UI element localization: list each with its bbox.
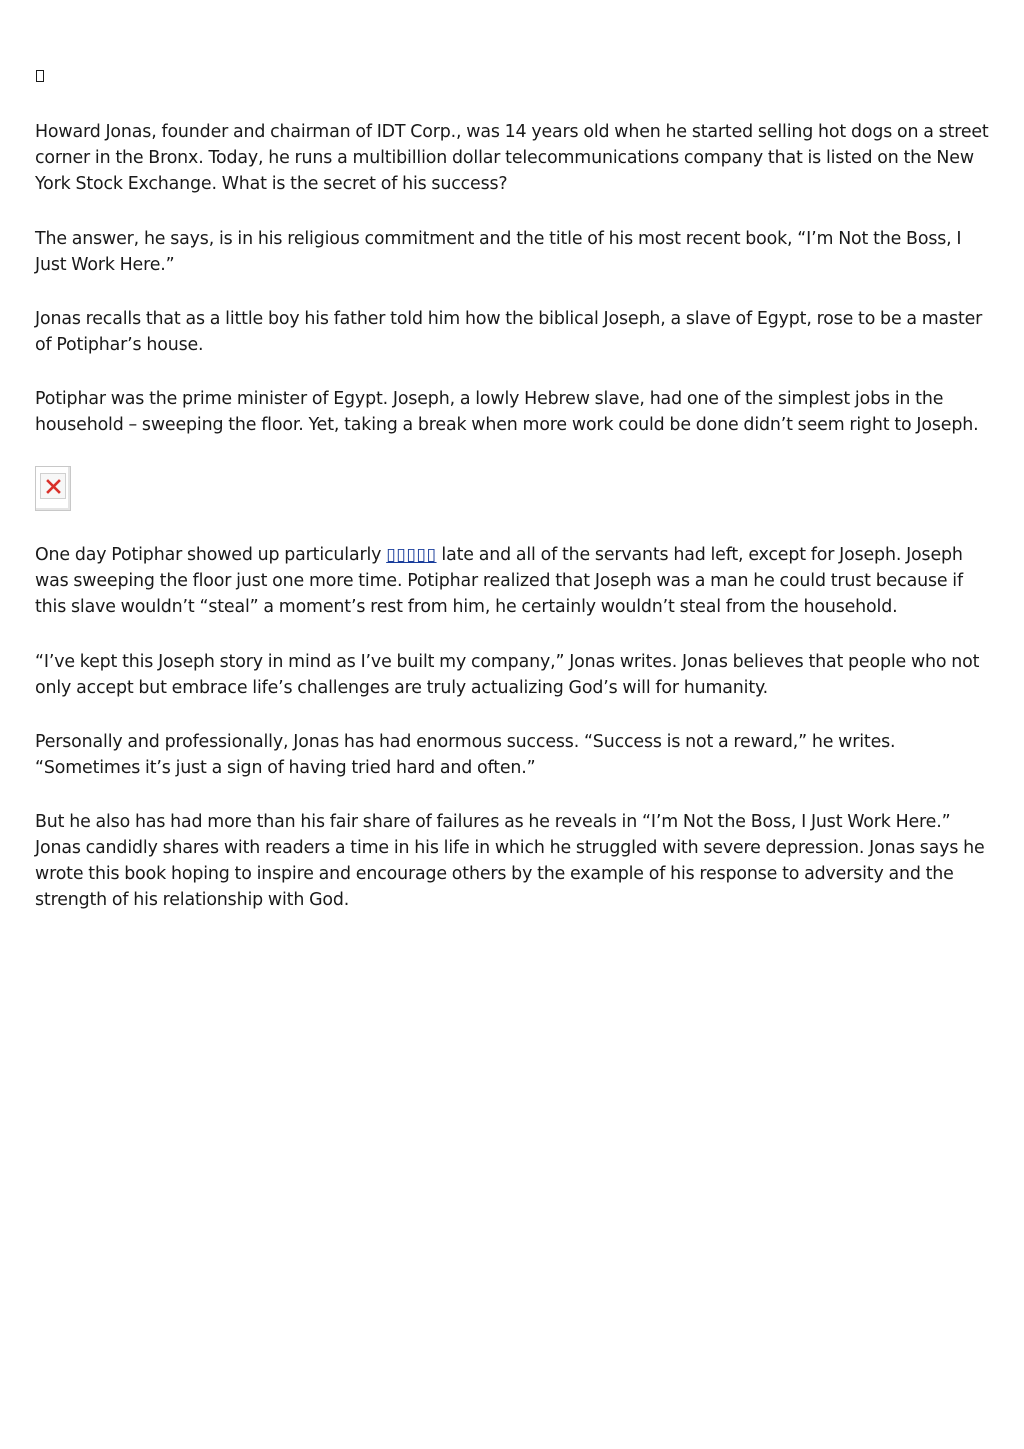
paragraph-failures: But he also has had more than his fair share of failures as he reveals in “I’m Not the Boss, I Just Work Here.” Jonas candidly shares with readers a time in his life in which he struggled with severe depression. Jonas says he wrote this book hoping to inspire and encourage others by the example of his response to adversity and the strength of his relationship with God. [35, 812, 985, 910]
broken-image-icon [35, 466, 71, 511]
paragraph-one-day-end: late and all of the servants had left, except for Joseph. Joseph was sweeping the floor just one more time. Potiphar realized that Joseph was a man he could trust because if this slave wouldn’t “steal” a moment’s rest from him, he certainly wouldn’t steal from the household. [35, 545, 963, 617]
paragraph-intro: Howard Jonas, founder and chairman of IDT Corp., was 14 years old when he started selling hot dogs on a street corner in the Bronx. Today, he runs a multibillion dollar telecommunications company that is listed on the New York Stock Exchange. What is the secret of his success? [35, 122, 989, 194]
paragraph-answer: The answer, he says, is in his religious commitment and the title of his most recent book, “I’m Not the Boss, I Just Work Here.” [35, 229, 962, 275]
paragraph-company: “I’ve kept this Joseph story in mind as I’ve built my company,” Jonas writes. Jonas believes that people who not only accept but embrace life’s challenges are truly actualizing God’s will for humanity. [35, 652, 980, 698]
red-x-icon [46, 479, 61, 494]
paragraph-joseph-story: Jonas recalls that as a little boy his father told him how the biblical Joseph, a slave of Egypt, rose to be a master of Potiphar’s house. [35, 309, 983, 355]
paragraph-success: Personally and professionally, Jonas has had enormous success. “Success is not a reward,” he writes. “Sometimes it’s just a sign of having tried hard and often.” [35, 732, 896, 778]
inline-link[interactable]: ▯▯▯▯▯ [386, 545, 437, 565]
missing-glyph-icon [36, 70, 44, 82]
paragraph-potiphar: Potiphar was the prime minister of Egypt. Joseph, a lowly Hebrew slave, had one of the simplest jobs in the household – sweeping the floor. Yet, taking a break when more work could be done didn’t seem right to Joseph. [35, 389, 979, 435]
paragraph-one-day [35, 542, 990, 620]
paragraph-one-day-start: One day Potiphar showed up particularly [35, 545, 387, 565]
broken-image-frame [40, 473, 66, 499]
